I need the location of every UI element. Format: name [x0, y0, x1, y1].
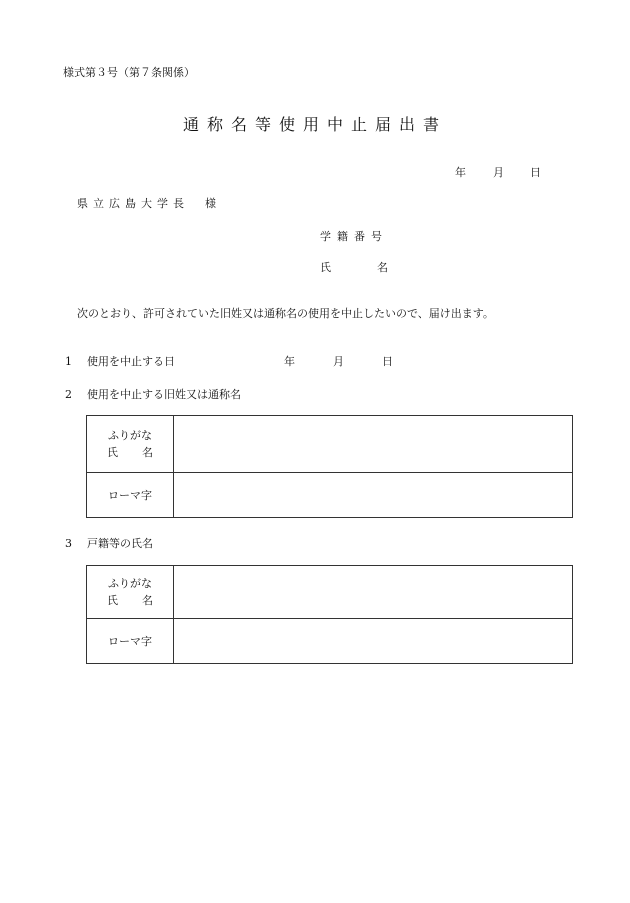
registered-name-furigana-field[interactable] — [174, 566, 573, 619]
registered-name-romaji-label: ローマ字 — [87, 619, 174, 664]
applicant-name-label — [320, 259, 388, 275]
name-text — [87, 444, 173, 461]
document-title: 通称名等使用中止届出書 — [182, 115, 447, 134]
form-number: 様式第３号（第７条関係） — [63, 66, 195, 79]
item-2-label: 使用を中止する旧姓又は通称名 — [87, 388, 241, 401]
shi-text: 氏 — [107, 594, 118, 607]
item-2-number: 2 — [65, 388, 72, 401]
name-text — [87, 592, 173, 609]
shi-text: 氏 — [107, 446, 118, 459]
item-3 — [65, 535, 153, 551]
registered-name-romaji-field[interactable] — [174, 619, 573, 664]
date-day-label: 日 — [530, 166, 541, 179]
former-name-romaji-field[interactable] — [174, 473, 573, 518]
former-name-romaji-label: ローマ字 — [87, 473, 174, 518]
statement-text: 次のとおり、許可されていた旧姓又は通称名の使用を中止したいので、届け出ます。 — [77, 307, 494, 320]
mei-text: 名 — [142, 594, 153, 607]
student-number-label: 学籍番号 — [320, 230, 388, 243]
date-month-label: 月 — [493, 166, 504, 179]
registered-name-table — [86, 565, 573, 664]
registered-name-furigana-label — [87, 566, 174, 619]
former-name-romaji-row — [87, 473, 573, 518]
date-year-label: 年 — [455, 166, 466, 179]
former-name-furigana-field[interactable] — [174, 416, 573, 473]
registered-name-furigana-row — [87, 566, 573, 619]
item-2 — [65, 386, 241, 402]
registered-name-romaji-row — [87, 619, 573, 664]
item-1-number: 1 — [65, 355, 72, 368]
item-1 — [65, 353, 175, 369]
addressee: 県立広島大学長 様 — [77, 197, 221, 210]
furigana-text: ふりがな — [108, 577, 152, 590]
item-1-label: 使用を中止する日 — [87, 355, 175, 368]
item-3-number: 3 — [65, 537, 72, 550]
item-3-label: 戸籍等の氏名 — [87, 537, 153, 550]
name-label-shi: 氏 — [320, 261, 331, 274]
former-name-furigana-row — [87, 416, 573, 473]
furigana-text: ふりがな — [108, 429, 152, 442]
item-1-year: 年 — [284, 355, 295, 368]
item-1-day: 日 — [382, 355, 393, 368]
item-1-month: 月 — [333, 355, 344, 368]
mei-text: 名 — [142, 446, 153, 459]
name-label-mei: 名 — [377, 261, 388, 274]
former-name-furigana-label — [87, 416, 174, 473]
former-name-table — [86, 415, 573, 518]
